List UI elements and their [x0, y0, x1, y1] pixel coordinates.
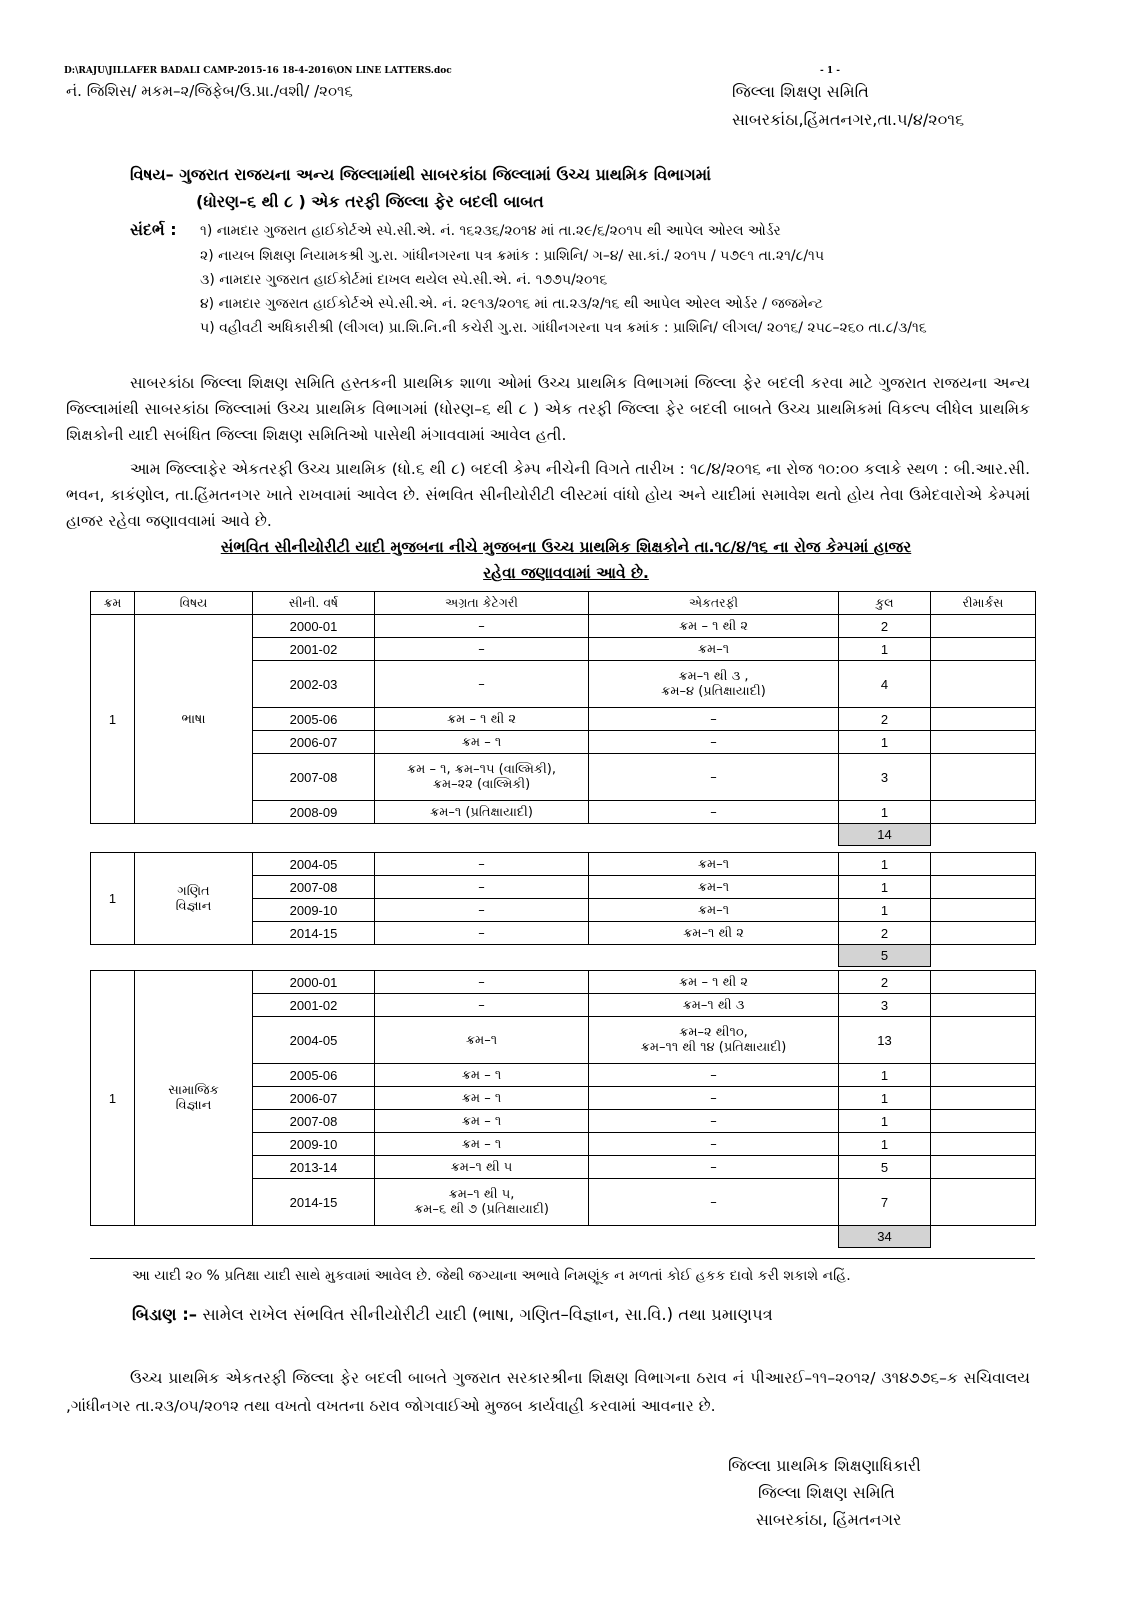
subject-name: વિજ્ઞાન [175, 898, 212, 914]
divider [90, 1258, 1035, 1259]
seniority-year: 2005-06 [253, 708, 375, 731]
seniority-year: 2009-10 [253, 899, 375, 922]
row-total: 5 [839, 1156, 931, 1179]
seniority-year: 2001-02 [253, 994, 375, 1017]
priority-category: ક્રમ–૧ [375, 1017, 589, 1064]
priority-category: ક્રમ–૧ થી ૫ [375, 1156, 589, 1179]
column-header: રીમાર્કસ [931, 592, 1036, 615]
row-total: 1 [839, 1064, 931, 1087]
one-sided: ક્રમ–૧ [589, 638, 839, 661]
row-total: 2 [839, 922, 931, 945]
remarks-cell [931, 1179, 1036, 1226]
one-sided: – [589, 754, 839, 801]
priority-category: – [375, 876, 589, 899]
seniority-year: 2007-08 [253, 754, 375, 801]
subject-cell [135, 853, 253, 945]
column-header: કુલ [839, 592, 931, 615]
subject-line-1: વિષય– ગુજરાત રાજયના અન્ય જિલ્લામાંથી સાબરકાંઠા જિલ્લામાં ઉચ્ચ પ્રાથમિક વિભાગમાં [130, 165, 712, 184]
column-header: ક્રમ [91, 592, 135, 615]
group-total-row [91, 824, 1036, 846]
body-paragraph-1: સાબરકાંઠા જિલ્લા શિક્ષણ સમિતિ હસ્તકની પ્રાથમિક શાળા ઓમાં ઉચ્ચ પ્રાથમિક વિભાગમાં જિલ્લા ફેર બદલી કરવા માટે ગુજરાત રાજયના અન્ય જિલ્લામાંથી સાબરકાંઠા જિલ્લામાં ઉચ્ચ પ્રાથમિક વિભાગમાં (ધોરણ–૬ થી ૮ ) એક તરફી જિલ્લા ફેર બદલી બાબતે ઉચ્ચ પ્રાથમિકમાં વિકલ્પ લીધેલ પ્રાથમિક શિક્ષકોની યાદી સબંધિત જિલ્લા શિક્ષણ સમિતિઓ પાસેથી મંગાવવામાં આવેલ હતી. [66, 374, 1030, 444]
remarks-cell [931, 638, 1036, 661]
remarks-cell [931, 899, 1036, 922]
enclosure [132, 1305, 773, 1325]
serial-number: 1 [91, 853, 135, 945]
row-total: 1 [839, 876, 931, 899]
priority-category: ક્રમ–૧ (પ્રતિક્ષાયાદી) [375, 801, 589, 824]
reference-label: સંદર્ભ : [130, 220, 177, 239]
one-sided: – [589, 708, 839, 731]
remarks-cell [931, 994, 1036, 1017]
row-total: 7 [839, 1179, 931, 1226]
priority-category: – [375, 922, 589, 945]
seniority-table-maths-science [90, 852, 1036, 967]
waitlist-note: આ યાદી ૨૦ % પ્રતિક્ષા યાદી સાથે મુકવામાં આવેલ છે. જેથી જગ્યાના અભાવે નિમણૂંક ન મળતાં કોઈ હકક દાવો કરી શકાશે નહિં. [132, 1268, 851, 1284]
one-sided-line: ક્રમ–૧૧ થી ૧૪ (પ્રતિક્ષાયાદી) [640, 1040, 787, 1055]
priority-category: ક્રમ – ૧ થી ૨ [375, 708, 589, 731]
seniority-year: 2005-06 [253, 1064, 375, 1087]
subject-line-2: (ધોરણ–૬ થી ૮ ) એક તરફી જિલ્લા ફેર બદલી બાબત [196, 192, 544, 211]
row-total: 1 [839, 1087, 931, 1110]
reference-item: ૩) નામદાર ગુજરાત હાઈકોર્ટમાં દાખલ થયેલ સ્પે.સી.એ. નં. ૧૭૭૫/૨૦૧૬ [200, 272, 608, 288]
remarks-cell [931, 615, 1036, 638]
row-total: 1 [839, 1133, 931, 1156]
remarks-cell [931, 754, 1036, 801]
seniority-year: 2009-10 [253, 1133, 375, 1156]
reference-item: ૫) વહીવટી અધિકારીશ્રી (લીગલ) પ્રા.શિ.નિ.ની કચેરી ગુ.રા. ગાંધીનગરના પત્ર ક્રમાંક : પ્રાશિનિ/ લીગલ/ ૨૦૧૬/ ૨૫૮–૨૬૦ તા.૮/૩/૧૬ [200, 320, 927, 336]
column-header: એકતરફી [589, 592, 839, 615]
reference-item: ૧) નામદાર ગુજરાત હાઈકોર્ટએ સ્પે.સી.એ. નં. ૧૬૨૩૬/૨૦૧૪ માં તા.૨૯/૬/૨૦૧૫ થી આપેલ ઓરલ ઓર્ડર [200, 223, 781, 239]
row-total: 1 [839, 853, 931, 876]
priority-category: ક્રમ – ૧ [375, 1064, 589, 1087]
file-path: D:\RAJU\JILLAFER BADALI CAMP-2015-16 18-4-2016\ON LINE LATTERS.doc [64, 66, 452, 76]
remarks-cell [931, 876, 1036, 899]
priority-category [375, 1179, 589, 1226]
seniority-year: 2006-07 [253, 1087, 375, 1110]
one-sided: – [589, 1064, 839, 1087]
seniority-table-language [90, 591, 1036, 846]
one-sided: ક્રમ – ૧ થી ૨ [589, 615, 839, 638]
page-number: - 1 - [820, 66, 840, 76]
priority-line: ક્રમ–૧ થી ૫, [448, 1187, 515, 1202]
seniority-year: 2008-09 [253, 801, 375, 824]
row-total: 13 [839, 1017, 931, 1064]
remarks-cell [931, 922, 1036, 945]
one-sided-line: ક્રમ–૧ થી ૩ , [678, 669, 749, 684]
priority-category: ક્રમ – ૧ [375, 1110, 589, 1133]
one-sided: – [589, 1133, 839, 1156]
priority-category: – [375, 615, 589, 638]
row-total: 1 [839, 1110, 931, 1133]
column-header: સીની. વર્ષ [253, 592, 375, 615]
priority-category: – [375, 638, 589, 661]
one-sided: – [589, 1087, 839, 1110]
one-sided: ક્રમ–૧ [589, 853, 839, 876]
remarks-cell [931, 661, 1036, 708]
seniority-year: 2007-08 [253, 876, 375, 899]
one-sided-line: ક્રમ–૨ થી૧૦, [679, 1025, 748, 1040]
remarks-cell [931, 731, 1036, 754]
group-total-row [91, 945, 1036, 967]
enclosure-label: બિડાણ :– [132, 1305, 198, 1324]
remarks-cell [931, 1110, 1036, 1133]
row-total: 2 [839, 971, 931, 994]
seniority-year: 2014-15 [253, 922, 375, 945]
one-sided-line: ક્રમ–૪ (પ્રતિક્ષાયાદી) [661, 684, 766, 699]
one-sided: ક્રમ–૧ થી ૩ [589, 994, 839, 1017]
row-total: 1 [839, 801, 931, 824]
priority-line: ક્રમ–૬ થી ૭ (પ્રતિક્ષાયાદી) [414, 1202, 549, 1217]
row-total: 1 [839, 899, 931, 922]
priority-category: – [375, 899, 589, 922]
one-sided: – [589, 1110, 839, 1133]
table-row [91, 853, 1036, 876]
remarks-cell [931, 1133, 1036, 1156]
office-name: જિલ્લા શિક્ષણ સમિતિ [732, 82, 869, 101]
subject-name: ગણિત [177, 883, 210, 899]
row-total: 3 [839, 754, 931, 801]
column-header: વિષય [135, 592, 253, 615]
subject-name: વિજ્ઞાન [175, 1098, 212, 1113]
seniority-year: 2004-05 [253, 853, 375, 876]
group-total: 34 [839, 1226, 931, 1248]
row-total: 4 [839, 661, 931, 708]
seniority-year: 2004-05 [253, 1017, 375, 1064]
one-sided: – [589, 731, 839, 754]
priority-category [375, 754, 589, 801]
remarks-cell [931, 708, 1036, 731]
signature-line: સાબરકાંઠા, હિંમતનગર [756, 1510, 902, 1529]
priority-line: ક્રમ – ૧, ક્રમ–૧૫ (વાલ્મિકી), [407, 762, 556, 777]
subject-cell [135, 971, 253, 1226]
seniority-year: 2000-01 [253, 615, 375, 638]
reference-number: નં. જિશિસ/ મકમ–૨/જિફેબ/ઉ.પ્રા./વશી/ /૨૦૧૬ [66, 82, 353, 100]
remarks-cell [931, 1064, 1036, 1087]
priority-category: – [375, 971, 589, 994]
table-row [91, 971, 1036, 994]
one-sided [589, 661, 839, 708]
one-sided: – [589, 1156, 839, 1179]
office-place-date: સાબરકાંઠા,હિંમતનગર,તા.૫/૪/૨૦૧૬ [732, 110, 965, 129]
seniority-year: 2006-07 [253, 731, 375, 754]
one-sided: – [589, 1179, 839, 1226]
priority-category: – [375, 661, 589, 708]
seniority-year: 2001-02 [253, 638, 375, 661]
seniority-year: 2007-08 [253, 1110, 375, 1133]
table-row [91, 615, 1036, 638]
signature-line: જિલ્લા શિક્ષણ સમિતિ [758, 1483, 895, 1502]
priority-category: ક્રમ – ૧ [375, 731, 589, 754]
one-sided: – [589, 801, 839, 824]
remarks-cell [931, 1087, 1036, 1110]
seniority-year: 2002-03 [253, 661, 375, 708]
seniority-table-social-science [90, 970, 1036, 1248]
row-total: 1 [839, 638, 931, 661]
one-sided [589, 1017, 839, 1064]
remarks-cell [931, 801, 1036, 824]
notice-line-1: સંભવિત સીનીયોરીટી યાદી મુજબના નીચે મુજબના ઉચ્ચ પ્રાથમિક શિક્ષકોને તા.૧૮/૪/૧૬ ના રોજ કેમ્પમાં હાજર [220, 538, 912, 556]
priority-category: – [375, 853, 589, 876]
one-sided: ક્રમ–૧ થી ૨ [589, 922, 839, 945]
serial-number: 1 [91, 615, 135, 824]
reference-item: ૨) નાયબ શિક્ષણ નિયામકશ્રી ગુ.રા. ગાંધીનગરના પત્ર ક્રમાંક : પ્રાશિનિ/ ગ–૪/ સા.કાં./ ૨૦૧૫ / ૫૭૯૧ તા.૨૧/૮/૧૫ [200, 248, 825, 264]
signature-line: જિલ્લા પ્રાથમિક શિક્ષણાધિકારી [728, 1456, 921, 1475]
priority-category: – [375, 994, 589, 1017]
group-total: 14 [839, 824, 931, 846]
seniority-year: 2013-14 [253, 1156, 375, 1179]
subject-name: ભાષા [181, 711, 206, 727]
row-total: 2 [839, 615, 931, 638]
body-paragraph-3: ઉચ્ચ પ્રાથમિક એકતરફી જિલ્લા ફેર બદલી બાબતે ગુજરાત સરકારશ્રીના શિક્ષણ વિભાગના ઠરાવ નં પીઆરઈ–૧૧–૨૦૧૨/ ૩૧૪૭૭૬–ક સચિવાલય ,ગાંધીનગર તા.૨૩/૦૫/૨૦૧૨ તથા વખતો વખતના ઠરાવ જોગવાઈઓ મુજબ કાર્યવાહી કરવામાં આવનાર છે. [66, 1369, 1030, 1415]
table-header-row [91, 592, 1036, 615]
seniority-year: 2014-15 [253, 1179, 375, 1226]
remarks-cell [931, 1156, 1036, 1179]
subject-cell [135, 615, 253, 824]
group-total-row [91, 1226, 1036, 1248]
priority-category: ક્રમ – ૧ [375, 1133, 589, 1156]
subject-name: સામાજિક [168, 1083, 219, 1098]
one-sided: ક્રમ–૧ [589, 899, 839, 922]
notice-line-2: રહેવા જણાવવામાં આવે છે. [483, 564, 649, 582]
row-total: 1 [839, 731, 931, 754]
signature-block [728, 1452, 921, 1533]
row-total: 3 [839, 994, 931, 1017]
one-sided: ક્રમ–૧ [589, 876, 839, 899]
enclosure-text: સામેલ રાખેલ સંભવિત સીનીયોરીટી યાદી (ભાષા, ગણિત–વિજ્ઞાન, સા.વિ.) તથા પ્રમાણપત્ર [202, 1305, 773, 1324]
column-header: અગ્રતા કેટેગરી [375, 592, 589, 615]
serial-number: 1 [91, 971, 135, 1226]
group-total: 5 [839, 945, 931, 967]
body-paragraph-2: આમ જિલ્લાફેર એકતરફી ઉચ્ચ પ્રાથમિક (ધો.૬ થી ૮) બદલી કેમ્પ નીચેની વિગતે તારીખ : ૧૮/૪/૨૦૧૬ ના રોજ ૧૦:૦૦ કલાકે સ્થળ : બી.આર.સી. ભવન, કાકંણોલ, તા.હિંમતનગર ખાતે રાખવામાં આવેલ છે. સંભવિત સીનીયોરીટી લીસ્ટમાં વાંધો હોય અને યાદીમાં સમાવેશ થતો હોય તેવા ઉમેદવારોએ કેમ્પમાં હાજર રહેવા જણાવવામાં આવે છે. [66, 460, 1030, 530]
row-total: 2 [839, 708, 931, 731]
remarks-cell [931, 1017, 1036, 1064]
one-sided: ક્રમ – ૧ થી ૨ [589, 971, 839, 994]
reference-item: ૪) નામદાર ગુજરાત હાઈકોર્ટએ સ્પે.સી.એ. નં. ૨૯૧૩/૨૦૧૬ માં તા.૨૩/૨/૧૬ થી આપેલ ઓરલ ઓર્ડર / જજમેન્ટ [200, 296, 823, 312]
remarks-cell [931, 971, 1036, 994]
remarks-cell [931, 853, 1036, 876]
priority-category: ક્રમ – ૧ [375, 1087, 589, 1110]
priority-line: ક્રમ–૨૨ (વાલ્મિકી) [432, 777, 531, 792]
seniority-year: 2000-01 [253, 971, 375, 994]
